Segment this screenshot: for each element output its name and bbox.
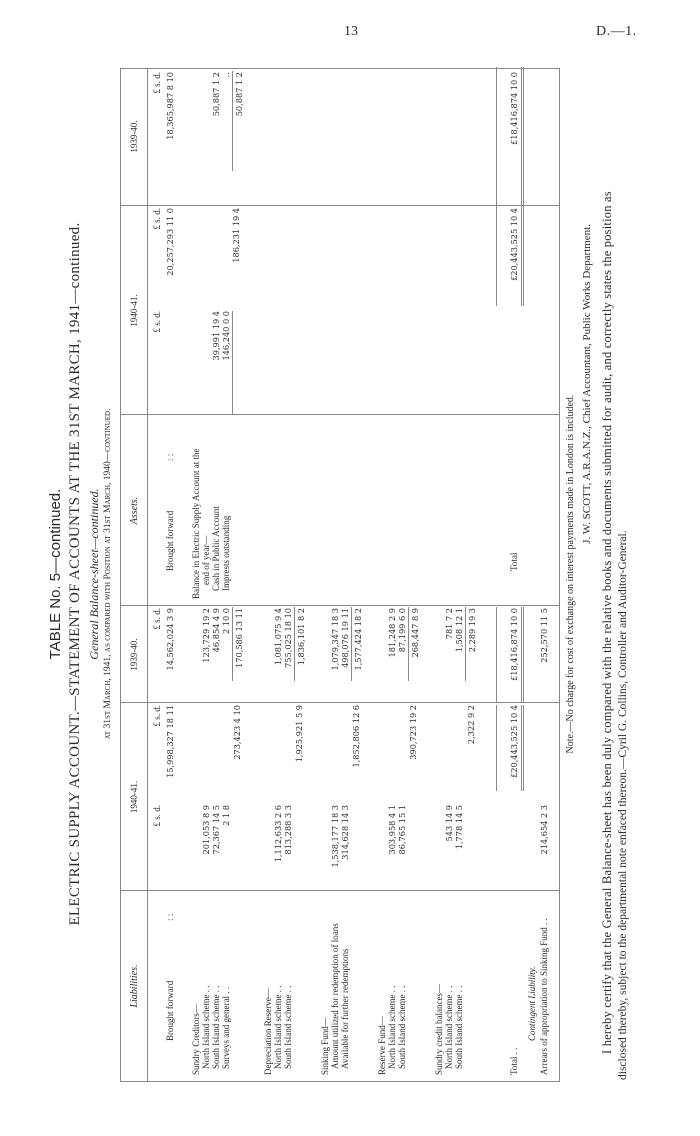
asset-balance-total-1941: 186,231 19 4 <box>231 208 241 263</box>
subtitle: General Balance-sheet—continued. <box>87 488 101 660</box>
cr-north-label: North Island scheme . . <box>444 985 454 1069</box>
arrears-1941: 214,654 2 3 <box>539 805 549 855</box>
header-divider <box>147 69 148 1081</box>
sink-available-1940: 498,076 19 11 <box>340 608 350 668</box>
asset-impress-1940: .. <box>221 72 231 78</box>
res-total-1941: 390,723 19 2 <box>408 705 418 760</box>
liabilities-total-1941: £20,443,525 10 4 <box>509 705 519 778</box>
asset-year-header-1940: 1939-40. <box>129 120 139 153</box>
main-title: ELECTRIC SUPPLY ACCOUNT.—STATEMENT OF ACCOUNTS AT THE 31ST MARCH, 1941—continued. <box>67 222 83 926</box>
sc-surveys-1941: 2 1 8 <box>221 805 231 826</box>
table-number: TABLE No. 5—continued. <box>47 488 64 660</box>
sink-available-label: Available for further redemptions <box>340 948 350 1069</box>
res-north-label: North Island scheme . . <box>387 985 397 1069</box>
sc-south-label: South Island scheme . . <box>211 985 221 1069</box>
asset-total-1940: £18,416,874 10 0 <box>509 72 519 145</box>
res-south-1940: 87,199 6 0 <box>397 608 407 653</box>
asset-cash-1940: 50,887 1 2 <box>211 72 221 117</box>
lsd-header: £ s. d. <box>152 705 162 727</box>
res-south-1941: 86,765 15 1 <box>397 805 407 855</box>
cr-south-1940: 1,508 12 1 <box>454 608 464 653</box>
asset-brought-forward-1940: 18,365,987 8 10 <box>165 72 175 140</box>
asset-cash-1941: 39,991 19 4 <box>211 311 221 361</box>
sc-south-1940: 46,854 4 9 <box>211 608 221 653</box>
balance-sheet-table: Liabilities. 1940-41. 1939-40. Assets. 1940-41. 1939-40. £ s. d. £ s. d. £ s. d. £ s. d. £ s. d. £ s. d. Brought forward : : 15,998,327 18 11 14,562,024 3 9 Sundry Creditors— North Island scheme . . South Island scheme . . Surveys and general . . 201,053 8 9 72,367 14 5 2 1 8 273,423 4 10 123,729 19 2 46,854 4 9 2 10 0 170,586 13 11 Depreciation Reserve— North Island scheme . . South Island scheme . . 1,112,633 2 6 813,288 3 3 1,925,921 5 9 1,081,075 9 4 755,025 18 10 1,836,101 8 2 Sinking Fund— Amount utilized for redemption of loans Available for further redemptions 1,538,177 18 3 314,628 14 3 1,852,806 12 6 1,079,347 18 3 498,076 19 11 1,577,424 18 2 Reserve Fund— North Island scheme . . South Island scheme . . 303,958 4 1 86,765 15 1 390,723 19 2 181,248 2 9 87,199 6 0 268,447 8 9 Sundry credit balances— North Island scheme . . South Island scheme . . 543 14 9 1,778 14 5 2,322 9 2 781 7 2 1,508 12 1 2,289 19 3 Total . . £20,443,525 10 4 £18,416,874 10 0 Contingent Liability. Arrears of appropriation to Sinking Fund . . 214,654 2 3 252,570 11 5 Brought forward : : 20,257,293 11 0 18,365,987 8 10 Balance in Electric Supply Account at the end of year— Cash in Public Account Imprests outstanding 39,991 19 4 146,240 0 0 186,231 19 4 50,887 1 2 .. 50,887 1 2 Total £20,443,525 10 4 £18,416,874 10 0 <box>120 68 560 1082</box>
col-divider <box>121 605 559 606</box>
res-north-1940: 181,248 2 9 <box>387 608 397 658</box>
lsd-header: £ s. d. <box>152 208 162 230</box>
sc-north-1941: 201,053 8 9 <box>201 805 211 855</box>
asset-impress-1941: 146,240 0 0 <box>221 311 231 361</box>
page-number: 13 <box>344 24 358 39</box>
credit-label: Sundry credit balances— <box>434 984 444 1075</box>
dep-north-label: North Island scheme . . <box>273 985 283 1069</box>
sc-south-1941: 72,367 14 5 <box>211 805 221 855</box>
brought-forward-1940: 14,562,024 3 9 <box>165 608 175 671</box>
cr-total-1940: 2,289 19 3 <box>467 608 477 653</box>
dep-total-1940: 1,836,101 8 2 <box>296 608 306 666</box>
asset-brought-forward-1941: 20,257,293 11 0 <box>165 208 175 276</box>
sinking-label: Sinking Fund— <box>320 1017 330 1075</box>
lsd-header: £ s. d. <box>152 608 162 630</box>
cr-south-label: South Island scheme . . <box>454 985 464 1069</box>
sc-surveys-1940: 2 10 0 <box>221 608 231 635</box>
liabilities-total-label: Total . . <box>509 1047 519 1075</box>
arrears-label: Arrears of appropriation to Sinking Fund . . <box>539 918 549 1075</box>
lsd-header: £ s. d. <box>152 311 162 333</box>
assets-header: Assets. <box>129 496 140 525</box>
sink-total-1940: 1,577,424 18 2 <box>353 608 363 671</box>
brought-forward-label: Brought forward <box>165 980 175 1041</box>
sc-north-1940: 123,729 19 2 <box>201 608 211 663</box>
sink-amount-1941: 1,538,177 18 3 <box>330 805 340 868</box>
res-north-1941: 303,958 4 1 <box>387 805 397 855</box>
dep-north-1940: 1,081,075 9 4 <box>273 608 283 666</box>
sundry-creditors-label: Sundry Creditors— <box>191 1004 201 1075</box>
res-total-1940: 268,447 8 9 <box>410 608 420 658</box>
sc-north-label: North Island scheme . . <box>201 985 211 1069</box>
dep-south-1940: 755,025 18 10 <box>283 608 293 668</box>
rotated-sheet <box>45 64 665 1084</box>
liabilities-header: Liabilities. <box>129 964 140 1008</box>
note: Note.—No charge for cost of exchange on interest payments made in London is included. <box>565 394 576 754</box>
sc-total-1941: 273,423 4 10 <box>232 705 242 760</box>
liabilities-total-1940: £18,416,874 10 0 <box>509 608 519 681</box>
lsd-header: £ s. d. <box>152 805 162 827</box>
contingent-label: Contingent Liability. <box>527 966 537 1041</box>
year-header-1941: 1940-41. <box>129 780 139 814</box>
dep-north-1941: 1,112,633 2 6 <box>273 805 283 863</box>
sc-total-1940: 170,586 13 11 <box>234 608 244 668</box>
certificate-line-2: disclosed thereby, subject to the departmental note enfaced thereon.—Cyril G. Collins, Controller and Auditor-General. <box>617 530 629 1080</box>
year-header-1940: 1939-40. <box>129 638 139 671</box>
reserve-label: Reserve Fund— <box>377 1016 387 1075</box>
dep-south-label: South Island scheme . . <box>283 985 293 1069</box>
subtitle-comparison: at 31st March, 1941, as compared with Position at 31st March, 1940—continued. <box>103 408 113 740</box>
brought-forward-1941: 15,998,327 18 11 <box>165 705 175 778</box>
cr-total-1941: 2,322 9 2 <box>466 705 476 745</box>
cr-north-1941: 543 14 9 <box>444 805 454 842</box>
dep-south-1941: 813,288 3 3 <box>283 805 293 855</box>
dep-total-1941: 1,925,921 5 9 <box>294 705 304 763</box>
asset-balance-label: Balance in Electric Supply Account at the <box>191 448 201 599</box>
sink-available-1941: 314,628 14 3 <box>340 805 350 860</box>
asset-cash-label: Cash in Public Account <box>211 506 221 591</box>
signature: J. W. SCOTT, A.R.A.N.Z., Chief Accountant, Public Works Department. <box>581 224 593 544</box>
sc-surveys-label: Surveys and general . . <box>221 987 231 1069</box>
asset-total-label: Total <box>509 552 519 571</box>
asset-brought-forward-label: Brought forward <box>165 510 175 571</box>
asset-balance-label-2: end of year— <box>201 535 211 585</box>
asset-year-header-1941: 1940-41. <box>129 294 139 327</box>
col-divider <box>121 205 559 206</box>
cr-south-1941: 1,778 14 5 <box>454 805 464 850</box>
sink-amount-1940: 1,079,347 18 3 <box>330 608 340 671</box>
asset-total-1941: £20,443,525 10 4 <box>509 208 519 281</box>
asset-impress-label: Imprests outstanding <box>221 515 231 591</box>
res-south-label: South Island scheme . . <box>397 985 407 1069</box>
col-divider <box>121 414 559 415</box>
document-reference: D.—1. <box>596 24 637 39</box>
sink-amount-label: Amount utilized for redemption of loans <box>330 923 340 1069</box>
depreciation-label: Depreciation Reserve— <box>263 988 273 1075</box>
lsd-header: £ s. d. <box>152 72 162 94</box>
cr-north-1940: 781 7 2 <box>444 608 454 640</box>
arrears-1940: 252,570 11 5 <box>539 608 549 663</box>
sink-total-1941: 1,852,806 12 6 <box>351 705 361 768</box>
asset-balance-total-1940: 50,887 1 2 <box>234 72 244 117</box>
certificate-line-1: I hereby certify that the General Balance-sheet has been duly compared with the relative books and documents submitted for audit, and correctly states the position as <box>600 191 614 1054</box>
